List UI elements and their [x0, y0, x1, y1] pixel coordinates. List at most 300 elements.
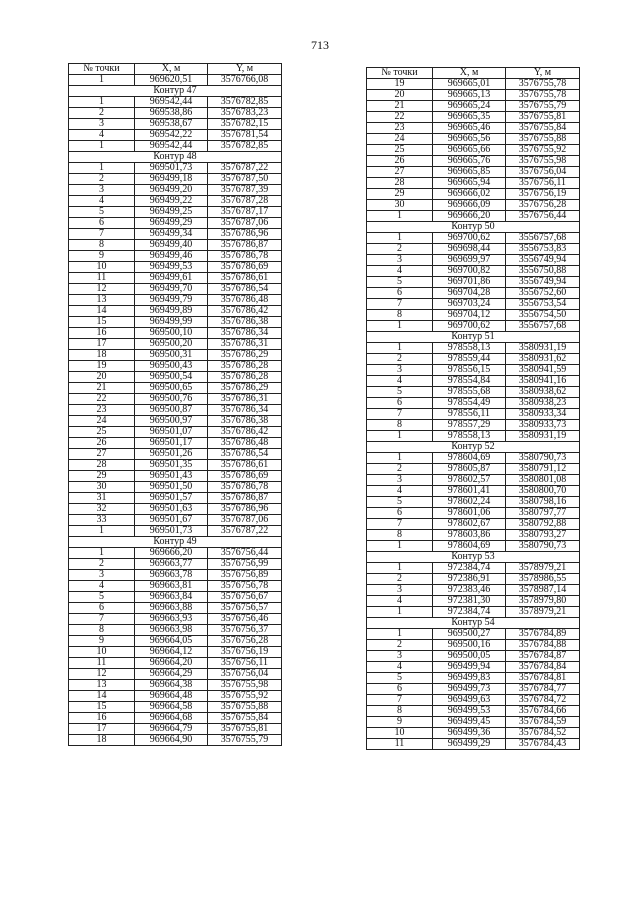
table-row — [69, 724, 282, 735]
y-coordinate-cell: 3580933,34 — [506, 409, 580, 420]
y-coordinate-cell: 3576756,89 — [208, 570, 282, 581]
point-number-cell: 25 — [367, 145, 433, 156]
table-row — [367, 640, 580, 651]
point-number-cell: 13 — [69, 680, 135, 691]
table-row — [69, 680, 282, 691]
y-coordinate-cell: 3576786,48 — [208, 438, 282, 449]
x-coordinate-cell: 972386,91 — [433, 574, 506, 585]
y-coordinate-cell: 3576784,43 — [506, 739, 580, 750]
table-row — [69, 416, 282, 427]
table-row — [69, 108, 282, 119]
point-number-cell: 1 — [69, 163, 135, 174]
table-row — [367, 178, 580, 189]
x-coordinate-cell: 969500,97 — [135, 416, 208, 427]
y-coordinate-cell: 3576755,98 — [506, 156, 580, 167]
table-row — [69, 196, 282, 207]
x-coordinate-cell: 969666,20 — [433, 211, 506, 222]
table-row — [69, 339, 282, 350]
table-row — [367, 277, 580, 288]
table-row — [69, 240, 282, 251]
x-coordinate-cell: 969701,86 — [433, 277, 506, 288]
y-coordinate-cell: 3576784,88 — [506, 640, 580, 651]
x-coordinate-cell: 969538,67 — [135, 119, 208, 130]
table-row — [367, 167, 580, 178]
table-row — [367, 123, 580, 134]
table-row — [69, 317, 282, 328]
x-coordinate-cell: 969666,20 — [135, 548, 208, 559]
point-number-cell: 1 — [367, 321, 433, 332]
y-coordinate-cell: 3576786,54 — [208, 449, 282, 460]
table-row — [367, 453, 580, 464]
contour-label: Контур 48 — [69, 152, 282, 163]
table-row — [69, 427, 282, 438]
point-number-cell: 11 — [69, 658, 135, 669]
contour-header-row — [367, 618, 580, 629]
x-coordinate-cell: 969664,05 — [135, 636, 208, 647]
point-number-cell: 9 — [69, 636, 135, 647]
y-coordinate-cell: 3576786,29 — [208, 350, 282, 361]
table-row — [367, 563, 580, 574]
table-row — [69, 460, 282, 471]
y-coordinate-cell: 3576786,54 — [208, 284, 282, 295]
point-number-cell: 2 — [367, 464, 433, 475]
y-coordinate-cell: 3576755,92 — [506, 145, 580, 156]
y-coordinate-cell: 3580931,19 — [506, 343, 580, 354]
point-number-cell: 5 — [367, 673, 433, 684]
point-number-cell: 16 — [69, 328, 135, 339]
y-coordinate-cell: 3576756,78 — [208, 581, 282, 592]
x-coordinate-cell: 978554,84 — [433, 376, 506, 387]
y-coordinate-cell: 3576756,46 — [208, 614, 282, 625]
x-coordinate-cell: 969500,76 — [135, 394, 208, 405]
table-row — [69, 163, 282, 174]
y-coordinate-cell: 3576756,19 — [208, 647, 282, 658]
x-coordinate-cell: 969499,53 — [433, 706, 506, 717]
y-coordinate-cell: 3576786,96 — [208, 504, 282, 515]
y-coordinate-cell: 3576756,28 — [506, 200, 580, 211]
x-coordinate-cell: 969501,07 — [135, 427, 208, 438]
table-row — [69, 438, 282, 449]
x-coordinate-cell: 969664,79 — [135, 724, 208, 735]
y-coordinate-cell: 3576786,38 — [208, 317, 282, 328]
y-coordinate-cell: 3576786,28 — [208, 361, 282, 372]
table-header-row — [69, 64, 282, 75]
table-row — [69, 482, 282, 493]
table-row — [367, 596, 580, 607]
y-coordinate-cell: 3556753,83 — [506, 244, 580, 255]
point-number-cell: 25 — [69, 427, 135, 438]
point-number-cell: 3 — [367, 365, 433, 376]
x-coordinate-cell: 969704,28 — [433, 288, 506, 299]
y-coordinate-cell: 3576755,78 — [506, 79, 580, 90]
y-coordinate-cell: 3580941,16 — [506, 376, 580, 387]
y-coordinate-cell: 3576786,61 — [208, 273, 282, 284]
table-row — [69, 614, 282, 625]
y-coordinate-cell: 3576756,44 — [208, 548, 282, 559]
y-coordinate-cell: 3578987,14 — [506, 585, 580, 596]
y-coordinate-cell: 3580798,16 — [506, 497, 580, 508]
contour-header-row — [367, 442, 580, 453]
y-coordinate-cell: 3576786,87 — [208, 240, 282, 251]
table-row — [69, 449, 282, 460]
y-coordinate-cell: 3576786,48 — [208, 295, 282, 306]
y-coordinate-cell: 3576786,31 — [208, 339, 282, 350]
y-coordinate-cell: 3580800,70 — [506, 486, 580, 497]
y-coordinate-cell: 3580941,59 — [506, 365, 580, 376]
x-coordinate-cell: 978602,24 — [433, 497, 506, 508]
table-row — [367, 541, 580, 552]
y-coordinate-cell: 3576787,28 — [208, 196, 282, 207]
table-row — [367, 156, 580, 167]
point-number-cell: 5 — [367, 497, 433, 508]
x-coordinate-cell: 969663,98 — [135, 625, 208, 636]
x-coordinate-cell: 969501,63 — [135, 504, 208, 515]
x-coordinate-cell: 969663,78 — [135, 570, 208, 581]
point-number-cell: 1 — [69, 548, 135, 559]
x-coordinate-cell: 978555,68 — [433, 387, 506, 398]
x-coordinate-cell: 969665,13 — [433, 90, 506, 101]
x-coordinate-cell: 978556,15 — [433, 365, 506, 376]
y-coordinate-cell: 3576756,19 — [506, 189, 580, 200]
table-row — [69, 625, 282, 636]
x-coordinate-cell: 969665,35 — [433, 112, 506, 123]
x-coordinate-cell: 969500,10 — [135, 328, 208, 339]
y-coordinate-cell: 3580931,62 — [506, 354, 580, 365]
x-coordinate-cell: 969501,17 — [135, 438, 208, 449]
point-number-cell: 26 — [69, 438, 135, 449]
table-row — [69, 647, 282, 658]
x-coordinate-cell: 969664,90 — [135, 735, 208, 746]
y-coordinate-cell: 3576755,81 — [208, 724, 282, 735]
point-number-cell: 3 — [69, 119, 135, 130]
table-row — [367, 233, 580, 244]
point-number-cell: 3 — [367, 585, 433, 596]
table-row — [367, 134, 580, 145]
point-number-cell: 7 — [69, 614, 135, 625]
table-row — [69, 548, 282, 559]
point-number-cell: 1 — [69, 97, 135, 108]
x-coordinate-cell: 969663,88 — [135, 603, 208, 614]
x-coordinate-cell: 969499,34 — [135, 229, 208, 240]
y-coordinate-cell: 3576784,84 — [506, 662, 580, 673]
x-coordinate-cell: 969500,05 — [433, 651, 506, 662]
contour-label: Контур 53 — [367, 552, 580, 563]
header-y: Y, м — [208, 64, 282, 75]
x-coordinate-cell: 969665,56 — [433, 134, 506, 145]
contour-label: Контур 49 — [69, 537, 282, 548]
point-number-cell: 7 — [367, 409, 433, 420]
y-coordinate-cell: 3578986,55 — [506, 574, 580, 585]
x-coordinate-cell: 969500,20 — [135, 339, 208, 350]
table-row — [367, 673, 580, 684]
table-row — [69, 526, 282, 537]
contour-label: Контур 50 — [367, 222, 580, 233]
x-coordinate-cell: 978604,69 — [433, 541, 506, 552]
y-coordinate-cell: 3576755,78 — [506, 90, 580, 101]
point-number-cell: 27 — [69, 449, 135, 460]
point-number-cell: 17 — [69, 724, 135, 735]
table-row — [69, 394, 282, 405]
y-coordinate-cell: 3576755,79 — [208, 735, 282, 746]
point-number-cell: 2 — [69, 174, 135, 185]
point-number-cell: 10 — [69, 262, 135, 273]
point-number-cell: 15 — [69, 317, 135, 328]
table-body-left — [69, 75, 282, 746]
x-coordinate-cell: 969664,20 — [135, 658, 208, 669]
point-number-cell: 28 — [367, 178, 433, 189]
x-coordinate-cell: 978559,44 — [433, 354, 506, 365]
contour-header-row — [69, 86, 282, 97]
y-coordinate-cell: 3576756,37 — [208, 625, 282, 636]
y-coordinate-cell: 3556757,68 — [506, 321, 580, 332]
point-number-cell: 29 — [367, 189, 433, 200]
contour-label: Контур 54 — [367, 618, 580, 629]
point-number-cell: 7 — [367, 299, 433, 310]
y-coordinate-cell: 3556754,50 — [506, 310, 580, 321]
x-coordinate-cell: 969499,94 — [433, 662, 506, 673]
y-coordinate-cell: 3576756,11 — [506, 178, 580, 189]
table-row — [367, 255, 580, 266]
x-coordinate-cell: 969499,45 — [433, 717, 506, 728]
table-row — [367, 354, 580, 365]
x-coordinate-cell: 969664,48 — [135, 691, 208, 702]
x-coordinate-cell: 969499,70 — [135, 284, 208, 295]
x-coordinate-cell: 978602,67 — [433, 519, 506, 530]
contour-header-row — [69, 537, 282, 548]
y-coordinate-cell: 3576781,54 — [208, 130, 282, 141]
x-coordinate-cell: 969499,61 — [135, 273, 208, 284]
x-coordinate-cell: 969664,38 — [135, 680, 208, 691]
point-number-cell: 27 — [367, 167, 433, 178]
x-coordinate-cell: 969665,85 — [433, 167, 506, 178]
point-number-cell: 24 — [69, 416, 135, 427]
point-number-cell: 30 — [69, 482, 135, 493]
y-coordinate-cell: 3576786,78 — [208, 251, 282, 262]
header-x: Х, м — [433, 68, 506, 79]
y-coordinate-cell: 3576756,28 — [208, 636, 282, 647]
table-row — [367, 739, 580, 750]
table-row — [367, 79, 580, 90]
x-coordinate-cell: 969542,44 — [135, 141, 208, 152]
contour-header-row — [367, 552, 580, 563]
y-coordinate-cell: 3576786,42 — [208, 427, 282, 438]
point-number-cell: 8 — [367, 420, 433, 431]
point-number-cell: 1 — [69, 141, 135, 152]
page-number: 713 — [311, 38, 329, 52]
point-number-cell: 5 — [69, 592, 135, 603]
point-number-cell: 8 — [69, 625, 135, 636]
x-coordinate-cell: 969500,31 — [135, 350, 208, 361]
point-number-cell: 4 — [367, 662, 433, 673]
y-coordinate-cell: 3576756,04 — [208, 669, 282, 680]
point-number-cell: 13 — [69, 295, 135, 306]
point-number-cell: 6 — [367, 398, 433, 409]
point-number-cell: 3 — [367, 651, 433, 662]
table-row — [69, 372, 282, 383]
point-number-cell: 4 — [367, 486, 433, 497]
point-number-cell: 1 — [367, 629, 433, 640]
point-number-cell: 19 — [367, 79, 433, 90]
header-x: Х, м — [135, 64, 208, 75]
point-number-cell: 3 — [367, 255, 433, 266]
point-number-cell: 6 — [69, 603, 135, 614]
y-coordinate-cell: 3556750,88 — [506, 266, 580, 277]
table-row — [69, 284, 282, 295]
point-number-cell: 2 — [367, 574, 433, 585]
x-coordinate-cell: 969663,84 — [135, 592, 208, 603]
y-coordinate-cell: 3576786,38 — [208, 416, 282, 427]
y-coordinate-cell: 3556749,94 — [506, 277, 580, 288]
point-number-cell: 8 — [69, 240, 135, 251]
y-coordinate-cell: 3576784,77 — [506, 684, 580, 695]
point-number-cell: 14 — [69, 306, 135, 317]
table-row — [367, 684, 580, 695]
point-number-cell: 2 — [367, 244, 433, 255]
table-row — [69, 636, 282, 647]
x-coordinate-cell: 969542,22 — [135, 130, 208, 141]
x-coordinate-cell: 978557,29 — [433, 420, 506, 431]
y-coordinate-cell: 3580790,73 — [506, 541, 580, 552]
x-coordinate-cell: 972381,30 — [433, 596, 506, 607]
y-coordinate-cell: 3576755,92 — [208, 691, 282, 702]
point-number-cell: 15 — [69, 702, 135, 713]
point-number-cell: 21 — [69, 383, 135, 394]
x-coordinate-cell: 969500,65 — [135, 383, 208, 394]
y-coordinate-cell: 3576766,08 — [208, 75, 282, 86]
point-number-cell: 23 — [69, 405, 135, 416]
x-coordinate-cell: 969500,16 — [433, 640, 506, 651]
y-coordinate-cell: 3556752,60 — [506, 288, 580, 299]
x-coordinate-cell: 969700,82 — [433, 266, 506, 277]
table-row — [367, 508, 580, 519]
table-row — [69, 658, 282, 669]
y-coordinate-cell: 3576782,15 — [208, 119, 282, 130]
table-row — [367, 475, 580, 486]
point-number-cell: 2 — [367, 354, 433, 365]
y-coordinate-cell: 3576756,99 — [208, 559, 282, 570]
point-number-cell: 1 — [69, 75, 135, 86]
y-coordinate-cell: 3576786,69 — [208, 471, 282, 482]
x-coordinate-cell: 969664,58 — [135, 702, 208, 713]
point-number-cell: 32 — [69, 504, 135, 515]
x-coordinate-cell: 978604,69 — [433, 453, 506, 464]
x-coordinate-cell: 969542,44 — [135, 97, 208, 108]
table-row — [69, 119, 282, 130]
point-number-cell: 3 — [69, 185, 135, 196]
table-row — [69, 251, 282, 262]
y-coordinate-cell: 3576784,81 — [506, 673, 580, 684]
table-row — [367, 310, 580, 321]
y-coordinate-cell: 3576787,22 — [208, 163, 282, 174]
y-coordinate-cell: 3576786,28 — [208, 372, 282, 383]
table-row — [367, 211, 580, 222]
y-coordinate-cell: 3576784,72 — [506, 695, 580, 706]
y-coordinate-cell: 3576756,04 — [506, 167, 580, 178]
x-coordinate-cell: 978602,57 — [433, 475, 506, 486]
y-coordinate-cell: 3576787,06 — [208, 218, 282, 229]
point-number-cell: 26 — [367, 156, 433, 167]
point-number-cell: 9 — [367, 717, 433, 728]
x-coordinate-cell: 969500,54 — [135, 372, 208, 383]
point-number-cell: 6 — [69, 218, 135, 229]
header-point-number: № точки — [69, 64, 135, 75]
x-coordinate-cell: 978601,41 — [433, 486, 506, 497]
table-row — [367, 398, 580, 409]
y-coordinate-cell: 3576784,66 — [506, 706, 580, 717]
table-row — [69, 273, 282, 284]
x-coordinate-cell: 969501,57 — [135, 493, 208, 504]
table-row — [367, 376, 580, 387]
table-row — [69, 713, 282, 724]
x-coordinate-cell: 969538,86 — [135, 108, 208, 119]
table-row — [69, 218, 282, 229]
table-row — [367, 486, 580, 497]
point-number-cell: 31 — [69, 493, 135, 504]
x-coordinate-cell: 969499,22 — [135, 196, 208, 207]
y-coordinate-cell: 3580933,73 — [506, 420, 580, 431]
point-number-cell: 10 — [69, 647, 135, 658]
point-number-cell: 12 — [69, 284, 135, 295]
y-coordinate-cell: 3576755,84 — [208, 713, 282, 724]
x-coordinate-cell: 972384,74 — [433, 563, 506, 574]
x-coordinate-cell: 969663,93 — [135, 614, 208, 625]
x-coordinate-cell: 969499,29 — [433, 739, 506, 750]
y-coordinate-cell: 3576756,67 — [208, 592, 282, 603]
table-row — [367, 200, 580, 211]
x-coordinate-cell: 969499,73 — [433, 684, 506, 695]
coordinates-table-right — [366, 67, 580, 750]
table-row — [69, 493, 282, 504]
point-number-cell: 16 — [69, 713, 135, 724]
table-row — [69, 295, 282, 306]
x-coordinate-cell: 969499,89 — [135, 306, 208, 317]
contour-label: Контур 51 — [367, 332, 580, 343]
point-number-cell: 4 — [69, 581, 135, 592]
y-coordinate-cell: 3580793,27 — [506, 530, 580, 541]
x-coordinate-cell: 969501,50 — [135, 482, 208, 493]
table-row — [69, 262, 282, 273]
y-coordinate-cell: 3576784,87 — [506, 651, 580, 662]
y-coordinate-cell: 3580801,08 — [506, 475, 580, 486]
table-row — [367, 343, 580, 354]
table-row — [367, 288, 580, 299]
x-coordinate-cell: 978558,13 — [433, 343, 506, 354]
point-number-cell: 1 — [367, 541, 433, 552]
y-coordinate-cell: 3576783,23 — [208, 108, 282, 119]
point-number-cell: 24 — [367, 134, 433, 145]
table-row — [69, 185, 282, 196]
table-row — [367, 299, 580, 310]
y-coordinate-cell: 3576755,88 — [208, 702, 282, 713]
point-number-cell: 7 — [69, 229, 135, 240]
y-coordinate-cell: 3576787,17 — [208, 207, 282, 218]
table-row — [367, 574, 580, 585]
x-coordinate-cell: 969501,73 — [135, 163, 208, 174]
table-row — [367, 409, 580, 420]
point-number-cell: 6 — [367, 288, 433, 299]
point-number-cell: 7 — [367, 519, 433, 530]
y-coordinate-cell: 3580790,73 — [506, 453, 580, 464]
table-row — [69, 207, 282, 218]
point-number-cell: 11 — [69, 273, 135, 284]
x-coordinate-cell: 969501,35 — [135, 460, 208, 471]
table-body-right — [367, 79, 580, 750]
table-row — [69, 350, 282, 361]
point-number-cell: 3 — [69, 570, 135, 581]
table-row — [69, 735, 282, 746]
x-coordinate-cell: 969665,46 — [433, 123, 506, 134]
point-number-cell: 1 — [367, 431, 433, 442]
